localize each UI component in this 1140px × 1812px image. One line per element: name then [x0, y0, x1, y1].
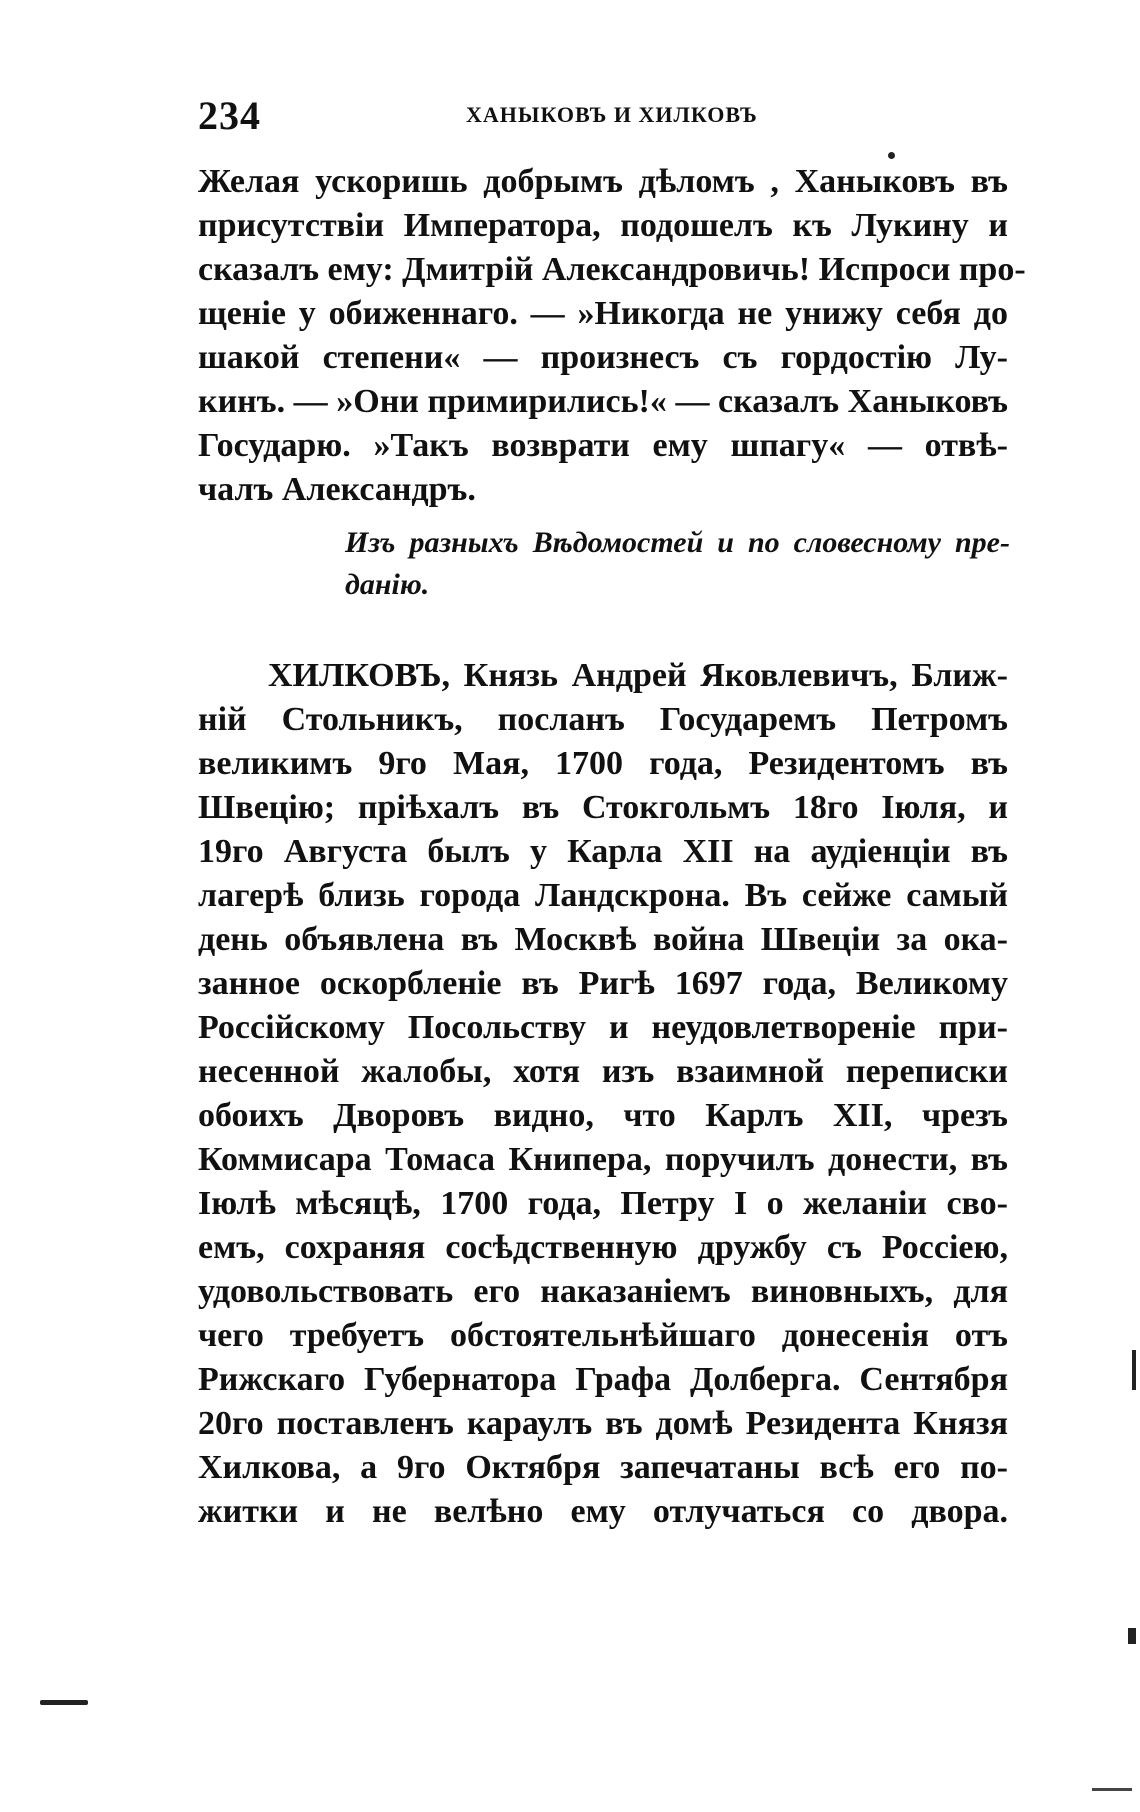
- text-line: Швецію; пріѣхалъ въ Стокгольмъ 18го Іюля, и: [198, 789, 1008, 826]
- scan-artifact-dash: [40, 1700, 88, 1705]
- text-line: чалъ Александръ.: [198, 471, 476, 508]
- text-line: лагерѣ близь города Ландскрона. Въ сейже самый: [198, 877, 1008, 914]
- text-line: великимъ 9го Мая, 1700 года, Резидентомъ въ: [198, 745, 1008, 782]
- page-number: 234: [198, 93, 261, 138]
- text-line: Хилкова, а 9го Октября запечатаны всѣ его по-: [198, 1449, 1008, 1486]
- text-line: кинъ. — »Они примирились!« — сказалъ Ханыковъ: [198, 383, 1008, 420]
- text-line: занное оскорбленіе въ Ригѣ 1697 года, Великому: [198, 965, 1008, 1002]
- text-line: ній Стольникъ, посланъ Государемъ Петромъ: [198, 701, 1008, 738]
- paragraph-lukin-story: [198, 160, 1026, 512]
- text-line: день объявлена въ Москвѣ война Швеціи за ока-: [198, 921, 1008, 958]
- running-head: ХАНЫКОВЪ И ХИЛКОВЪ: [466, 102, 758, 127]
- text-line: 20го поставленъ караулъ въ домѣ Резидента Князя: [198, 1405, 1008, 1442]
- text-line: присутствіи Императора, подошелъ къ Лукину и: [198, 207, 1008, 244]
- text-line: Государю. »Такъ возврати ему шпагу« — отвѣ-: [198, 427, 1008, 464]
- text-line: Іюлѣ мѣсяцѣ, 1700 года, Петру I о желаніи сво-: [198, 1185, 1008, 1222]
- source-note: [345, 522, 1010, 606]
- paragraph-khilkov-entry: [198, 654, 1008, 1534]
- scan-artifact-edge: [1128, 1628, 1136, 1644]
- source-line: Изъ разныхъ Вѣдомостей и по словесному пре-: [345, 526, 1010, 559]
- text-line: Коммисара Томаса Книпера, поручилъ донести, въ: [198, 1141, 1008, 1178]
- text-line: Россійскому Посольству и неудовлетвореніе при-: [198, 1009, 1008, 1046]
- text-line: чего требуетъ обстоятельнѣйшаго донесенія отъ: [198, 1317, 1008, 1354]
- text-line: ХИЛКОВЪ, Князь Андрей Яковлевичъ, Ближ-: [268, 657, 1008, 694]
- source-line: данію.: [345, 568, 430, 601]
- text-line: шакой степени« — произнесъ съ гордостію Лу-: [198, 339, 1008, 376]
- text-line: 19го Августа былъ у Карла XII на аудіенціи въ: [198, 833, 1008, 870]
- page-header: [198, 92, 1013, 142]
- text-line: Желая ускоришь добрымъ дѣломъ , Ханыковъ въ: [198, 163, 1008, 200]
- text-line: житки и не велѣно ему отлучаться со двора.: [198, 1493, 1008, 1530]
- ink-speck: [888, 152, 895, 159]
- text-line: удовольствовать его наказаніемъ виновныхъ, для: [198, 1273, 1008, 1310]
- text-line: щеніе у обиженнаго. — »Никогда не унижу себя до: [198, 295, 1008, 332]
- text-line: Рижскаго Губернатора Графа Долберга. Сентября: [198, 1361, 1008, 1398]
- text-line: обоихъ Дворовъ видно, что Карлъ XII, чрезъ: [198, 1097, 1008, 1134]
- scan-artifact-edge: [1092, 1788, 1132, 1791]
- text-line: сказалъ ему: Дмитрій Александровичь! Испроси про-: [198, 251, 1026, 288]
- scan-artifact-edge: [1132, 1350, 1136, 1390]
- text-line: несенной жалобы, хотя изъ взаимной переписки: [198, 1053, 1008, 1090]
- text-line: емъ, сохраняя сосѣдственную дружбу съ Россіею,: [198, 1229, 1008, 1266]
